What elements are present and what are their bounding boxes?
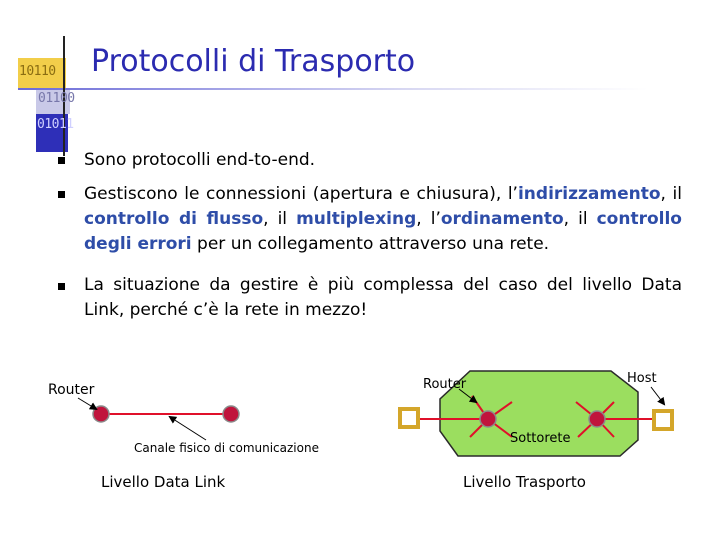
host-left bbox=[400, 409, 418, 427]
bullet-text-2: Gestiscono le connessioni (apertura e chiusura), l’indirizzamento, il controllo di flusso, il multiplexing, l’ordinamento, il controllo degli errori per un collegamento attraverso una rete. bbox=[84, 184, 682, 254]
data-link-caption: Livello Data Link bbox=[101, 473, 226, 491]
channel-label: Canale fisico di comunicazione bbox=[134, 441, 319, 455]
term-controllo-flusso: controllo di flusso bbox=[84, 209, 264, 229]
term-indirizzamento: indirizzamento bbox=[517, 184, 661, 204]
logo-bits-1: 10110 bbox=[19, 64, 56, 79]
left-router-label: Router bbox=[48, 382, 95, 398]
host-right bbox=[654, 411, 672, 429]
term-multiplexing: multiplexing bbox=[296, 209, 417, 229]
subnet-label: Sottorete bbox=[510, 431, 571, 446]
term-controllo-errori: controllo degli errori bbox=[84, 209, 682, 254]
logo-bits-3: 01011 bbox=[37, 117, 74, 132]
right-router-label: Router bbox=[423, 377, 467, 392]
router-pointer-arrow bbox=[78, 398, 96, 409]
bullet-text-3: La situazione da gestire è più complessa del caso del livello Data Link, perché c’è la rete in mezzo! bbox=[84, 275, 682, 320]
subnet-router-right bbox=[589, 411, 605, 427]
transport-caption: Livello Trasporto bbox=[463, 473, 586, 491]
data-link-diagram bbox=[78, 398, 239, 440]
channel-pointer-arrow bbox=[170, 417, 206, 440]
host-pointer-arrow bbox=[651, 387, 664, 404]
slide-title: Protocolli di Trasporto bbox=[91, 44, 416, 79]
term-ordinamento: ordinamento bbox=[440, 209, 564, 229]
bullet-text-1: Sono protocolli end-to-end. bbox=[84, 150, 316, 170]
host-label: Host bbox=[627, 371, 657, 386]
logo-bits-2: 01100 bbox=[38, 91, 75, 106]
subnet-router-left bbox=[480, 411, 496, 427]
left-node-b bbox=[223, 406, 239, 422]
